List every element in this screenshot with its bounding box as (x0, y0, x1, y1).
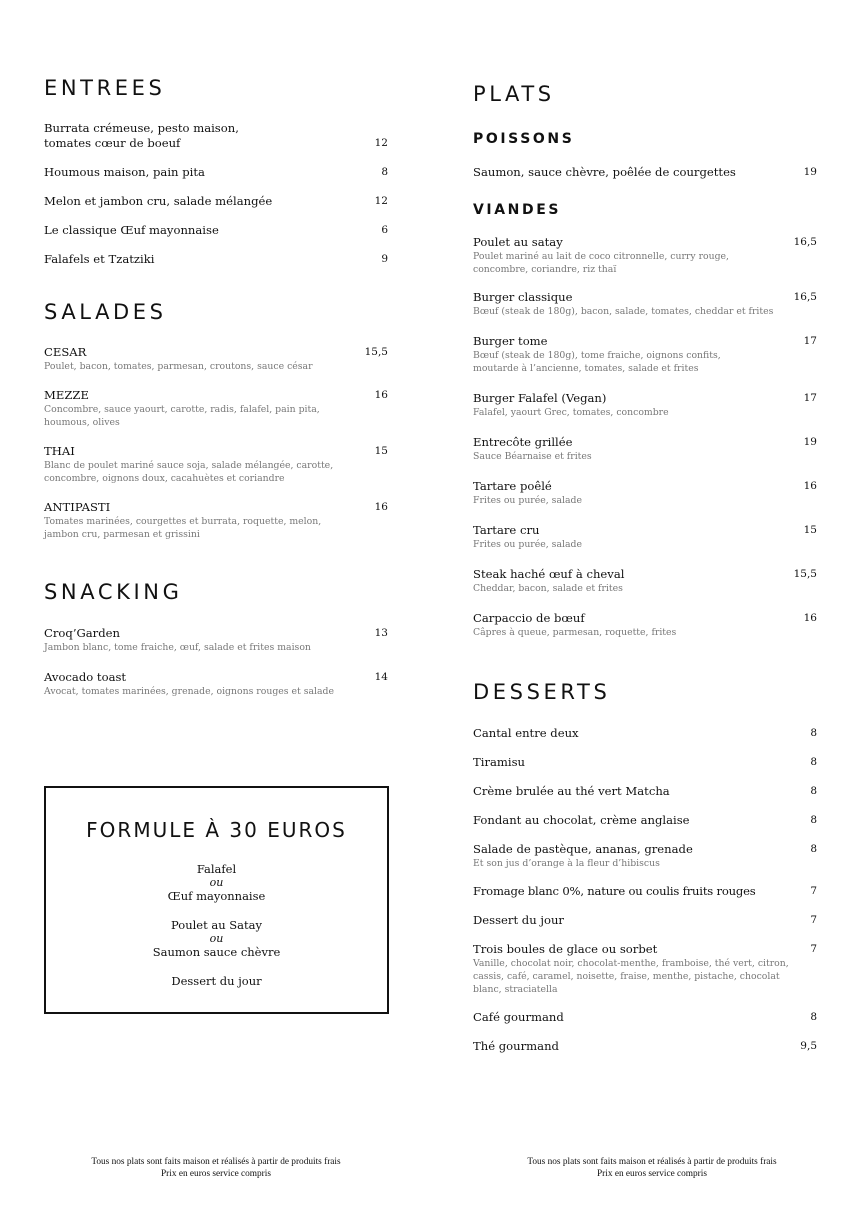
viandes-title: VIANDES (473, 202, 562, 218)
formule-or: ou (209, 932, 224, 945)
item-description: Bœuf (steak de 180g), bacon, salade, tomates, cheddar et frites (473, 306, 774, 317)
menu-item (473, 391, 817, 419)
item-price: 15 (803, 524, 817, 536)
poissons-title: POISSONS (473, 131, 575, 147)
item-name: Crème brulée au thé vert Matcha (473, 784, 670, 798)
item-name: Saumon, sauce chèvre, poêlée de courgettes (473, 165, 736, 179)
footer-left (44, 1156, 388, 1180)
item-name: Entrecôte grillée (473, 435, 573, 449)
item-price: 7 (810, 885, 817, 897)
desserts-title: DESSERTS (473, 680, 611, 704)
footer-note: Prix en euros service compris (161, 1169, 271, 1179)
item-price: 12 (374, 195, 388, 207)
item-price: 9,5 (800, 1040, 817, 1052)
desserts-list (473, 726, 817, 1054)
item-description: Et son jus d’orange à la fleur d’hibiscus (473, 858, 660, 869)
item-name: Fondant au chocolat, crème anglaise (473, 813, 690, 827)
menu-item (473, 235, 817, 276)
poissons-section (473, 132, 817, 146)
formule-or: ou (209, 876, 224, 889)
item-price: 13 (374, 627, 388, 639)
item-name: Poulet au satay (473, 235, 563, 249)
item-price: 7 (810, 914, 817, 926)
menu-item (44, 500, 388, 541)
item-name: Le classique Œuf mayonnaise (44, 223, 219, 237)
item-name: THAI (44, 444, 75, 458)
menu-item (473, 755, 817, 770)
item-description: Blanc de poulet mariné sauce soja, salade mélangée, carotte, concombre, oignons doux, cacahuètes et coriandre (44, 460, 334, 484)
item-name: Burger Falafel (Vegan) (473, 391, 607, 405)
menu-item (473, 913, 817, 928)
item-name: Dessert du jour (473, 913, 564, 927)
item-name: Fromage blanc 0%, nature ou coulis fruits rouges (473, 884, 756, 898)
item-price: 19 (803, 436, 817, 448)
item-description: Frites ou purée, salade (473, 539, 582, 550)
item-price: 8 (810, 814, 817, 826)
item-price: 14 (374, 671, 388, 683)
item-price: 17 (803, 335, 817, 347)
item-price: 12 (374, 137, 388, 149)
item-price: 16,5 (793, 291, 817, 303)
menu-item (473, 942, 817, 996)
item-price: 16,5 (793, 236, 817, 248)
snacking-section (44, 582, 388, 603)
item-description: Poulet, bacon, tomates, parmesan, croutons, sauce césar (44, 361, 313, 372)
item-name: ANTIPASTI (44, 500, 111, 514)
item-name: Burger classique (473, 290, 573, 304)
footer-right (480, 1156, 824, 1180)
item-price: 8 (810, 785, 817, 797)
desserts-section (473, 682, 817, 703)
menu-item (473, 884, 817, 899)
item-price: 15 (374, 445, 388, 457)
item-price: 17 (803, 392, 817, 404)
menu-item (44, 626, 388, 654)
item-price: 16 (374, 501, 388, 513)
menu-item (473, 611, 817, 639)
item-description: Cheddar, bacon, salade et frites (473, 583, 623, 594)
menu-item (473, 567, 817, 595)
menu-item (44, 670, 388, 698)
item-description: Concombre, sauce yaourt, carotte, radis, falafel, pain pita, houmous, olives (44, 404, 320, 428)
item-price: 8 (810, 727, 817, 739)
salades-list (44, 345, 388, 541)
item-name: CESAR (44, 345, 87, 359)
item-name: Trois boules de glace ou sorbet (473, 942, 658, 956)
menu-item (473, 523, 817, 551)
formule-box (44, 786, 389, 1014)
item-description: Câpres à queue, parmesan, roquette, frites (473, 627, 677, 638)
menu-item (473, 784, 817, 799)
salades-title: SALADES (44, 300, 167, 324)
snacking-title: SNACKING (44, 580, 183, 604)
formule-option: Falafel (196, 862, 237, 876)
item-description: Bœuf (steak de 180g), tome fraiche, oignons confits, moutarde à l’ancienne, tomates, salade et frites (473, 350, 721, 374)
item-name: Burger tome (473, 334, 548, 348)
item-description: Frites ou purée, salade (473, 495, 582, 506)
menu-item (44, 121, 388, 151)
item-description: Poulet mariné au lait de coco citronnelle, curry rouge, concombre, coriandre, riz thaï (473, 251, 730, 275)
item-price: 15,5 (793, 568, 817, 580)
entrees-section (44, 78, 388, 99)
item-name: Tiramisu (473, 755, 526, 769)
item-description: Avocat, tomates marinées, grenade, oignons rouges et salade (44, 686, 334, 697)
item-description: Falafel, yaourt Grec, tomates, concombre (473, 407, 669, 418)
item-price: 16 (803, 480, 817, 492)
menu-item (44, 223, 388, 238)
item-name: Avocado toast (44, 670, 127, 684)
item-description: Jambon blanc, tome fraiche, œuf, salade et frites maison (44, 642, 311, 653)
entrees-list (44, 121, 388, 267)
menu-item (473, 842, 817, 870)
item-name: Houmous maison, pain pita (44, 165, 205, 179)
item-name: Melon et jambon cru, salade mélangée (44, 194, 273, 208)
item-name: Falafels et Tzatziki (44, 252, 155, 266)
item-price: 16 (803, 612, 817, 624)
item-name: MEZZE (44, 388, 89, 402)
formule-title: FORMULE À 30 EUROS (86, 818, 347, 842)
menu-item (473, 435, 817, 463)
menu-item (44, 444, 388, 485)
formule-option: Œuf mayonnaise (167, 889, 266, 903)
menu-item (473, 1010, 817, 1025)
menu-item (473, 334, 817, 375)
poissons-list (473, 165, 817, 180)
footer-note: Tous nos plats sont faits maison et réalisés à partir de produits frais (527, 1157, 777, 1167)
item-price: 8 (381, 166, 388, 178)
snacking-list (44, 626, 388, 698)
item-name: Tartare poêlé (473, 479, 552, 493)
menu-item (44, 345, 388, 373)
item-price: 9 (381, 253, 388, 265)
item-price: 6 (381, 224, 388, 236)
item-price: 8 (810, 756, 817, 768)
menu-item (473, 813, 817, 828)
item-price: 19 (803, 166, 817, 178)
menu-item (473, 479, 817, 507)
item-price: 7 (810, 943, 817, 955)
item-price: 16 (374, 389, 388, 401)
menu-item (44, 252, 388, 267)
item-price: 8 (810, 1011, 817, 1023)
salades-section (44, 302, 388, 323)
menu-item (44, 388, 388, 429)
formule-option: Poulet au Satay (171, 918, 262, 932)
entrees-title: ENTREES (44, 76, 166, 100)
plats-title: PLATS (473, 82, 555, 106)
item-name: Thé gourmand (473, 1039, 559, 1053)
menu-item (44, 194, 388, 209)
item-name: Steak haché œuf à cheval (473, 567, 625, 581)
formule-option: Saumon sauce chèvre (152, 945, 281, 959)
footer-note: Tous nos plats sont faits maison et réalisés à partir de produits frais (91, 1157, 341, 1167)
item-name: Cantal entre deux (473, 726, 579, 740)
item-name: Tartare cru (473, 523, 540, 537)
item-price: 8 (810, 843, 817, 855)
item-name: Burrata crémeuse, pesto maison, tomates cœur de boeuf (44, 121, 239, 150)
item-name: Salade de pastèque, ananas, grenade (473, 842, 693, 856)
item-name: Croq’Garden (44, 626, 120, 640)
menu-item (473, 290, 817, 318)
item-price: 15,5 (364, 346, 388, 358)
item-name: Café gourmand (473, 1010, 564, 1024)
item-description: Tomates marinées, courgettes et burrata, roquette, melon, jambon cru, parmesan et grissini (44, 516, 322, 540)
item-description: Vanille, chocolat noir, chocolat-menthe, framboise, thé vert, citron, cassis, café, caramel, noisette, fraise, menthe, pistache, chocolat blanc, straciatella (473, 958, 789, 995)
menu-item (473, 165, 817, 180)
menu-item (473, 1039, 817, 1054)
item-name: Carpaccio de bœuf (473, 611, 585, 625)
plats-section (473, 84, 817, 105)
item-description: Sauce Béarnaise et frites (473, 451, 592, 462)
menu-item (44, 165, 388, 180)
viandes-section (473, 203, 817, 217)
menu-item (473, 726, 817, 741)
viandes-list (473, 235, 817, 639)
footer-note: Prix en euros service compris (597, 1169, 707, 1179)
formule-option: Dessert du jour (171, 974, 262, 988)
